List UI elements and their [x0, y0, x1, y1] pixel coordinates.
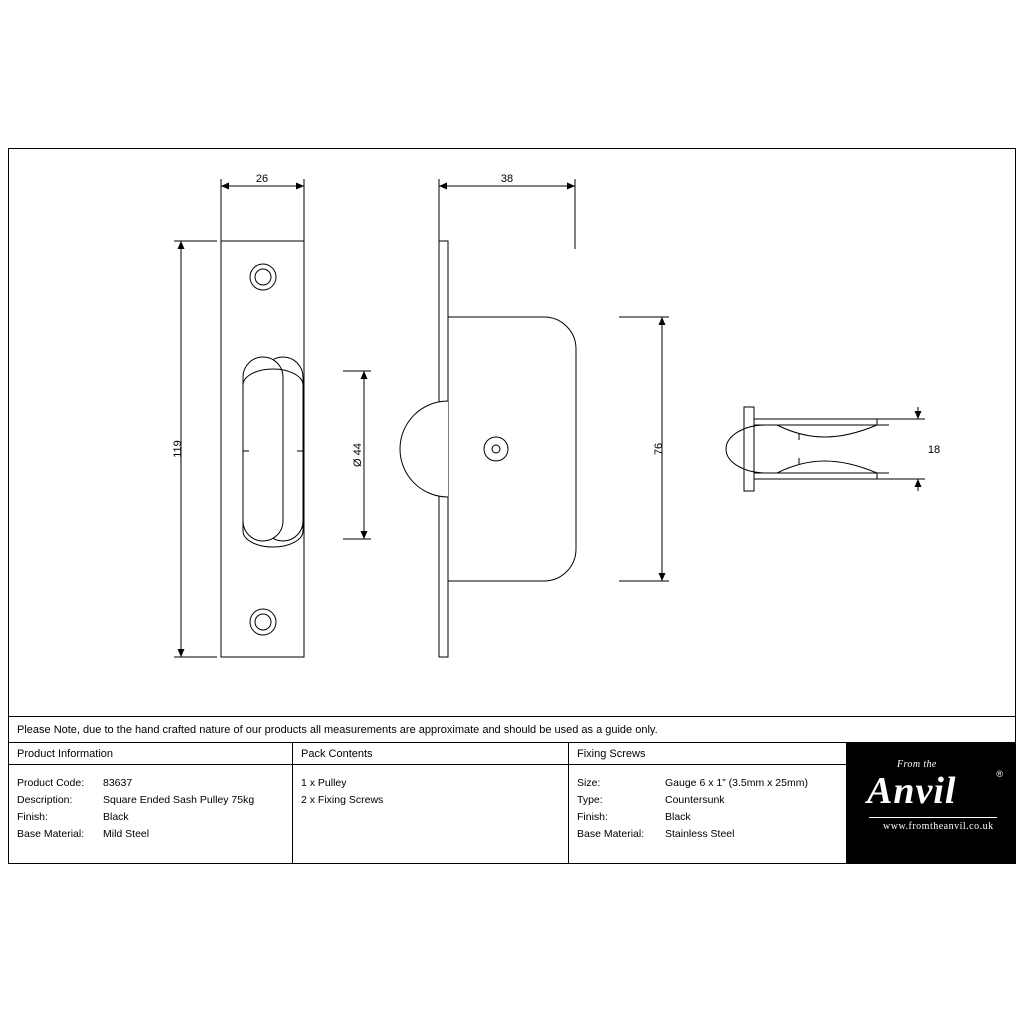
measurement-note: Please Note, due to the hand crafted nature of our products all measurements are approximate and should be used as a guide only.	[9, 717, 1015, 743]
pack-contents-heading: Pack Contents	[293, 743, 568, 765]
dimension-label-diameter-44: Ø 44	[352, 443, 364, 467]
base-material-label: Base Material:	[17, 828, 85, 840]
logo-from-the-text: From the	[897, 759, 937, 770]
list-item: 1 x Pulley	[301, 777, 347, 789]
description-value: Square Ended Sash Pulley 75kg	[103, 794, 255, 806]
screw-type-label: Type:	[577, 794, 603, 806]
dimension-label-26: 26	[255, 173, 269, 185]
screw-base-material-value: Stainless Steel	[665, 828, 735, 840]
product-information-heading: Product Information	[9, 743, 292, 765]
screw-finish-label: Finish:	[577, 811, 608, 823]
table-row	[17, 792, 284, 809]
pack-contents-column	[293, 743, 569, 863]
list-item: 2 x Fixing Screws	[301, 794, 384, 806]
logo-anvil-text: Anvil	[867, 770, 957, 812]
screw-type-value: Countersunk	[665, 794, 725, 806]
dimension-label-119: 119	[172, 440, 184, 458]
description-label: Description:	[17, 794, 73, 806]
table-row	[17, 775, 284, 792]
finish-value: Black	[103, 811, 129, 823]
screw-size-value: Gauge 6 x 1” (3.5mm x 25mm)	[665, 777, 808, 789]
table-row	[577, 775, 838, 792]
screw-size-label: Size:	[577, 777, 601, 789]
dimension-label-38: 38	[500, 173, 514, 185]
info-table	[9, 743, 1015, 863]
finish-label: Finish:	[17, 811, 48, 823]
dimension-label-18: 18	[927, 444, 941, 456]
screw-finish-value: Black	[665, 811, 691, 823]
screw-base-material-label: Base Material:	[577, 828, 645, 840]
product-code-value: 83637	[103, 777, 133, 789]
drawing-svg	[9, 149, 1015, 717]
fixing-screws-column	[569, 743, 847, 863]
logo-divider	[869, 817, 997, 818]
logo-website-url: www.fromtheanvil.co.uk	[883, 821, 994, 832]
table-row	[17, 809, 284, 826]
base-material-value: Mild Steel	[103, 828, 150, 840]
product-information-column	[9, 743, 293, 863]
drawing-sheet	[8, 148, 1016, 864]
table-row	[577, 826, 838, 843]
fixing-screws-heading: Fixing Screws	[569, 743, 846, 765]
product-code-label: Product Code:	[17, 777, 85, 789]
table-row	[577, 809, 838, 826]
brand-logo-column	[847, 743, 1015, 863]
from-the-anvil-logo	[847, 743, 1015, 863]
technical-drawing-area	[9, 149, 1015, 717]
table-row	[17, 826, 284, 843]
table-row	[577, 792, 838, 809]
dimension-label-76: 76	[653, 442, 665, 456]
logo-registered-icon: ®	[996, 769, 1003, 779]
